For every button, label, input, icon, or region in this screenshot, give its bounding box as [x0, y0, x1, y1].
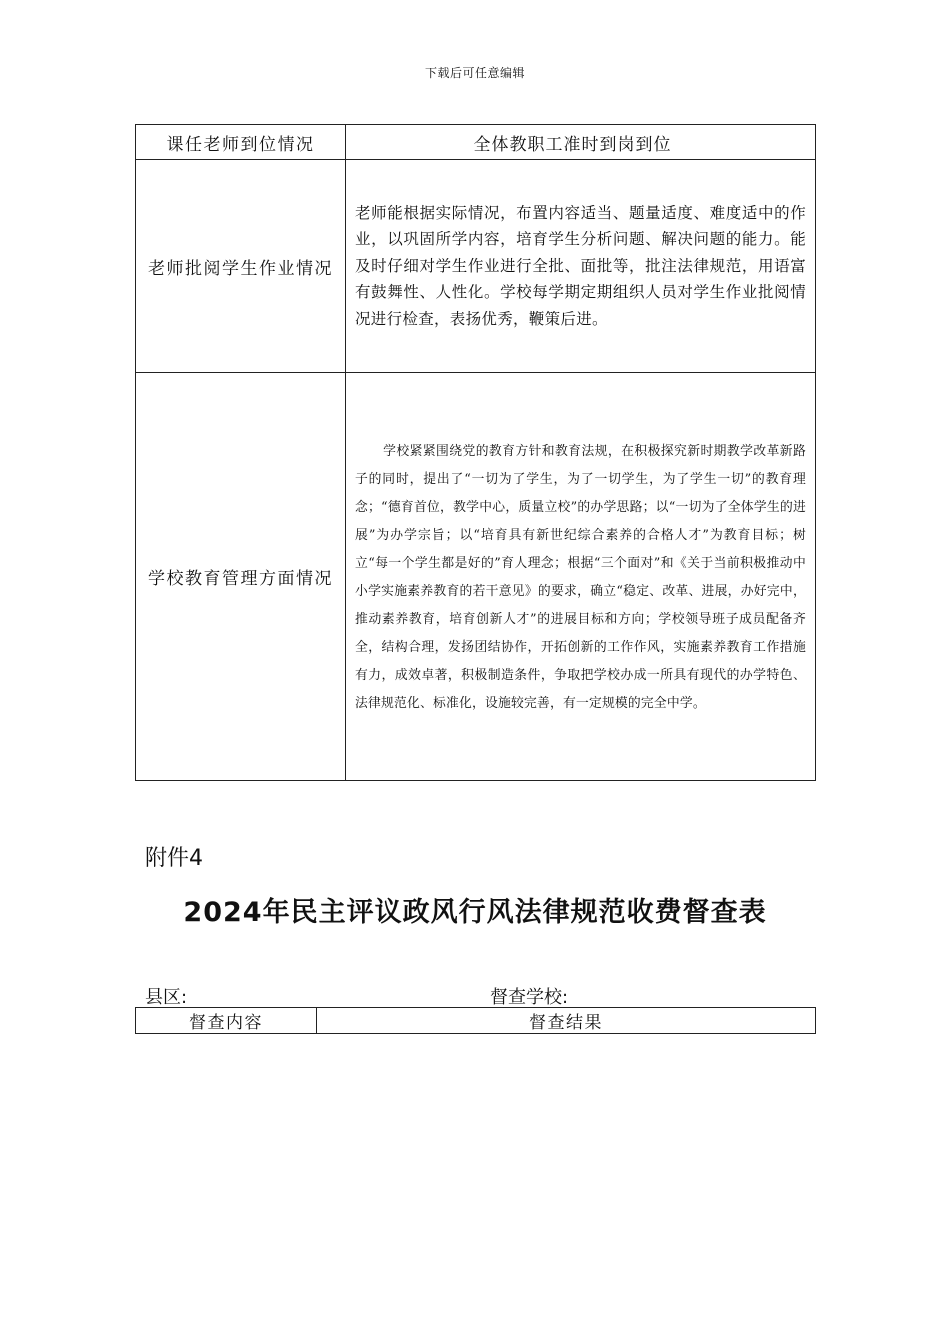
inspection-table — [135, 124, 816, 781]
row-value — [346, 125, 816, 160]
row-label: 学校教育管理方面情况 — [136, 373, 346, 781]
table-row — [136, 125, 816, 160]
school-label: 督查学校: — [490, 987, 569, 1008]
table-header-row — [136, 1008, 816, 1034]
supervision-table — [135, 1007, 816, 1034]
row-label: 老师批阅学生作业情况 — [136, 160, 346, 373]
appendix-label: 附件4 — [145, 846, 203, 871]
table-row — [136, 160, 816, 373]
county-label: 县区: — [145, 987, 188, 1008]
row-label: 课任老师到位情况 — [136, 125, 346, 160]
header-result: 督查结果 — [317, 1008, 816, 1034]
homework-review-text: 老师能根据实际情况，布置内容适当、题量适度、难度适中的作业，以巩固所学内容，培育学生分析问题、解决问题的能力。能及时仔细对学生作业进行全批、面批等，批注法律规范，用语富有鼓舞性、人性化。学校每学期定期组织人员对学生作业批阅情况进行检查，表扬优秀，鞭策后进。 — [355, 203, 806, 328]
row-value — [346, 373, 816, 781]
table-row — [136, 373, 816, 781]
page-title: 2024年民主评议政风行风法律规范收费督查表 — [183, 897, 767, 928]
school-management-text: 学校紧紧围绕党的教育方针和教育法规，在积极探究新时期教学改革新路子的同时，提出了“一切为了学生，为了一切学生，为了学生一切”的教育理念；“德育首位，教学中心，质量立校”的办学思路；以“一切为了全体学生的进展”为办学宗旨；以“培育具有新世纪综合素养的合格人才”为教育目标；树立“每一个学生都是好的”育人理念；根据“三个面对”和《关于当前积极推动中小学实施素养教育的若干意见》的要求，确立“稳定、改革、进展，办好完中，推动素养教育，培育创新人才”的进展目标和方向；学校领导班子成员配备齐全，结构合理，发扬团结协作，开拓创新的工作作风，实施素养教育工作措施有力，成效卓著，积极制造条件，争取把学校办成一所具有现代的办学特色、法律规范化、标准化，设施较完善，有一定规模的完全中学。 — [355, 443, 806, 711]
header-note: 下载后可任意编辑 — [424, 66, 525, 80]
teacher-attendance-value: 全体教职工准时到岗到位 — [473, 134, 672, 155]
header-content: 督查内容 — [136, 1008, 317, 1034]
row-value — [346, 160, 816, 373]
